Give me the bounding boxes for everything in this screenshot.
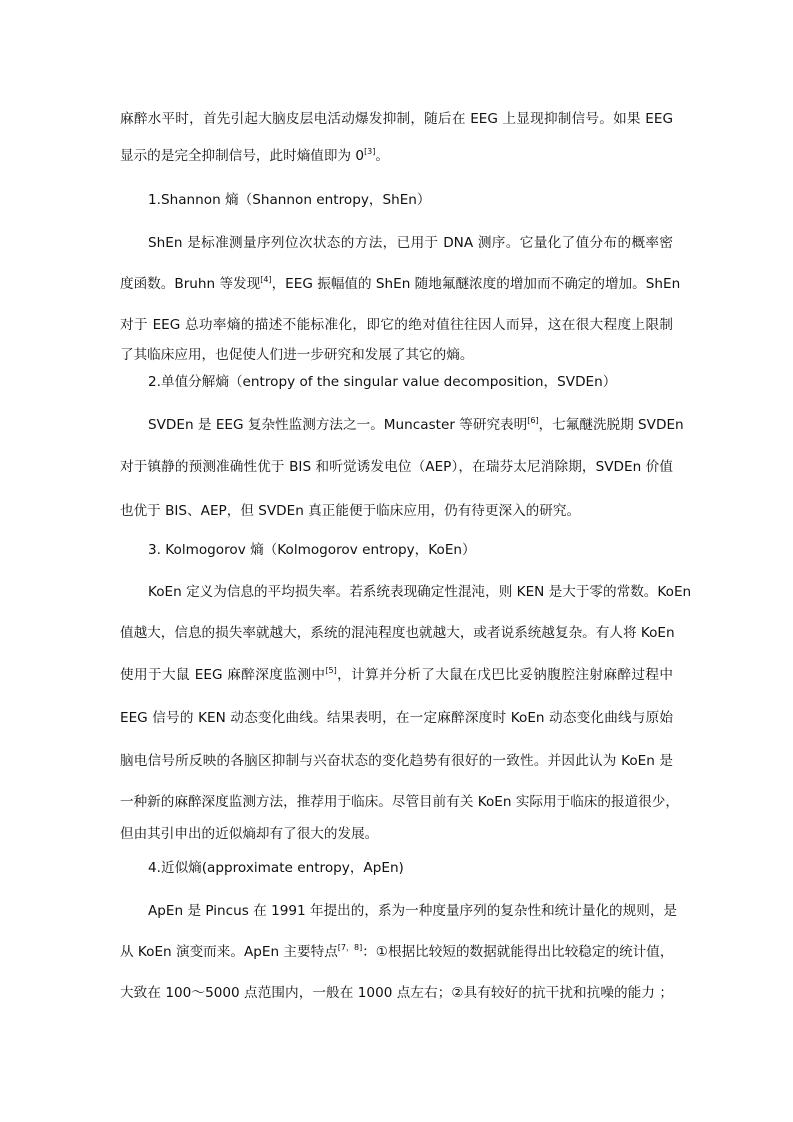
text-line [120,824,673,844]
text: ，计算并分析了大鼠在戊巴比妥钠腹腔注射麻醉过程中 [336,667,674,683]
text-line [120,345,673,365]
citation: [5] [325,666,337,675]
citation: [6] [527,416,539,425]
text: 但由其引申出的近似熵却有了很大的发展。 [120,826,379,842]
text: 3. Kolmogorov 熵（Kolmogorov entropy，KoEn） [148,542,476,558]
text-line [148,233,673,253]
text: 度函数。Bruhn 等发现 [120,276,261,292]
text-line [120,623,673,643]
text-line [120,274,681,294]
text: 。 [375,148,389,164]
text-line [120,942,673,962]
section-heading [148,540,673,560]
text: KoEn 定义为信息的平均损失率。若系统表现确定性混沌，则 KEN 是大于零的常数。KoEn [148,584,692,600]
text: 显示的是完全抑制信号，此时熵值即为 0 [120,148,365,164]
text: 对于 EEG 总功率熵的描述不能标准化，即它的绝对值往往因人而异，这在很大程度上限制 [120,317,673,333]
text: 2.单值分解熵（entropy of the singular value decomposition，SVDEn） [148,374,617,390]
text: 使用于大鼠 EEG 麻醉深度监测中 [120,667,326,683]
citation: [4] [260,275,272,284]
text-line [148,415,684,435]
text-line [120,315,673,335]
text: ，七氟醚洗脱期 SVDEn [538,417,684,433]
text-line [120,751,673,771]
text-line [120,109,673,129]
text: 从 KoEn 演变而来。ApEn 主要特点 [120,944,338,960]
text: 值越大，信息的损失率就越大，系统的混沌程度也就越大，或者说系统越复杂。有人将 KoEn [120,625,675,641]
text-line [120,792,679,812]
text: 对于镇静的预测准确性优于 BIS 和听觉诱发电位（AEP），在瑞芬太尼消除期，SVDEn 价值 [120,459,673,475]
section-heading [148,858,673,878]
text: 大致在 100～5000 点范围内，一般在 1000 点左右；②具有较好的抗干扰和抗噪的能力 ； [120,985,673,1001]
text: SVDEn 是 EEG 复杂性监测方法之一。Muncaster 等研究表明 [148,417,528,433]
citation: [7，8] [337,943,363,952]
text: 也优于 BIS、AEP，但 SVDEn 真正能便于临床应用，仍有待更深入的研究。 [120,503,581,519]
text: 4.近似熵(approximate entropy，ApEn) [148,860,404,876]
text: ShEn 是标准测量序列位次状态的方法，已用于 DNA 测序。它量化了值分布的概率密 [148,235,673,251]
section-heading [148,190,673,210]
citation: [3] [364,147,376,156]
text: 脑电信号所反映的各脑区抑制与兴奋状态的变化趋势有很好的一致性。并因此认为 KoEn 是 [120,753,673,769]
text-line [120,983,673,1003]
text: EEG 信号的 KEN 动态变化曲线。结果表明，在一定麻醉深度时 KoEn 动态变化曲线与原始 [120,710,673,726]
text: ApEn 是 Pincus 在 1991 年提出的，系为一种度量序列的复杂性和统计量化的规则，是 [148,903,678,919]
text-line [120,146,673,166]
text-line [148,582,692,602]
text: 1.Shannon 熵（Shannon entropy，ShEn） [148,192,431,208]
text: ，EEG 振幅值的 ShEn 随地氟醚浓度的增加而不确定的增加。ShEn [271,276,681,292]
text: 了其临床应用，也促使人们进一步研究和发展了其它的熵。 [120,347,474,363]
text: 一种新的麻醉深度监测方法，推荐用于临床。尽管目前有关 KoEn 实际用于临床的报道很少， [120,794,679,810]
text-line [120,457,673,477]
text: 麻醉水平时，首先引起大脑皮层电活动爆发抑制，随后在 EEG 上显现抑制信号。如果 EEG [120,111,673,127]
text-line [120,708,673,728]
text: ：①根据比较短的数据就能得出比较稳定的统计值， [362,944,674,960]
text-line [148,901,678,921]
section-heading [148,372,673,392]
text-line [120,501,673,521]
text-line [120,665,673,685]
